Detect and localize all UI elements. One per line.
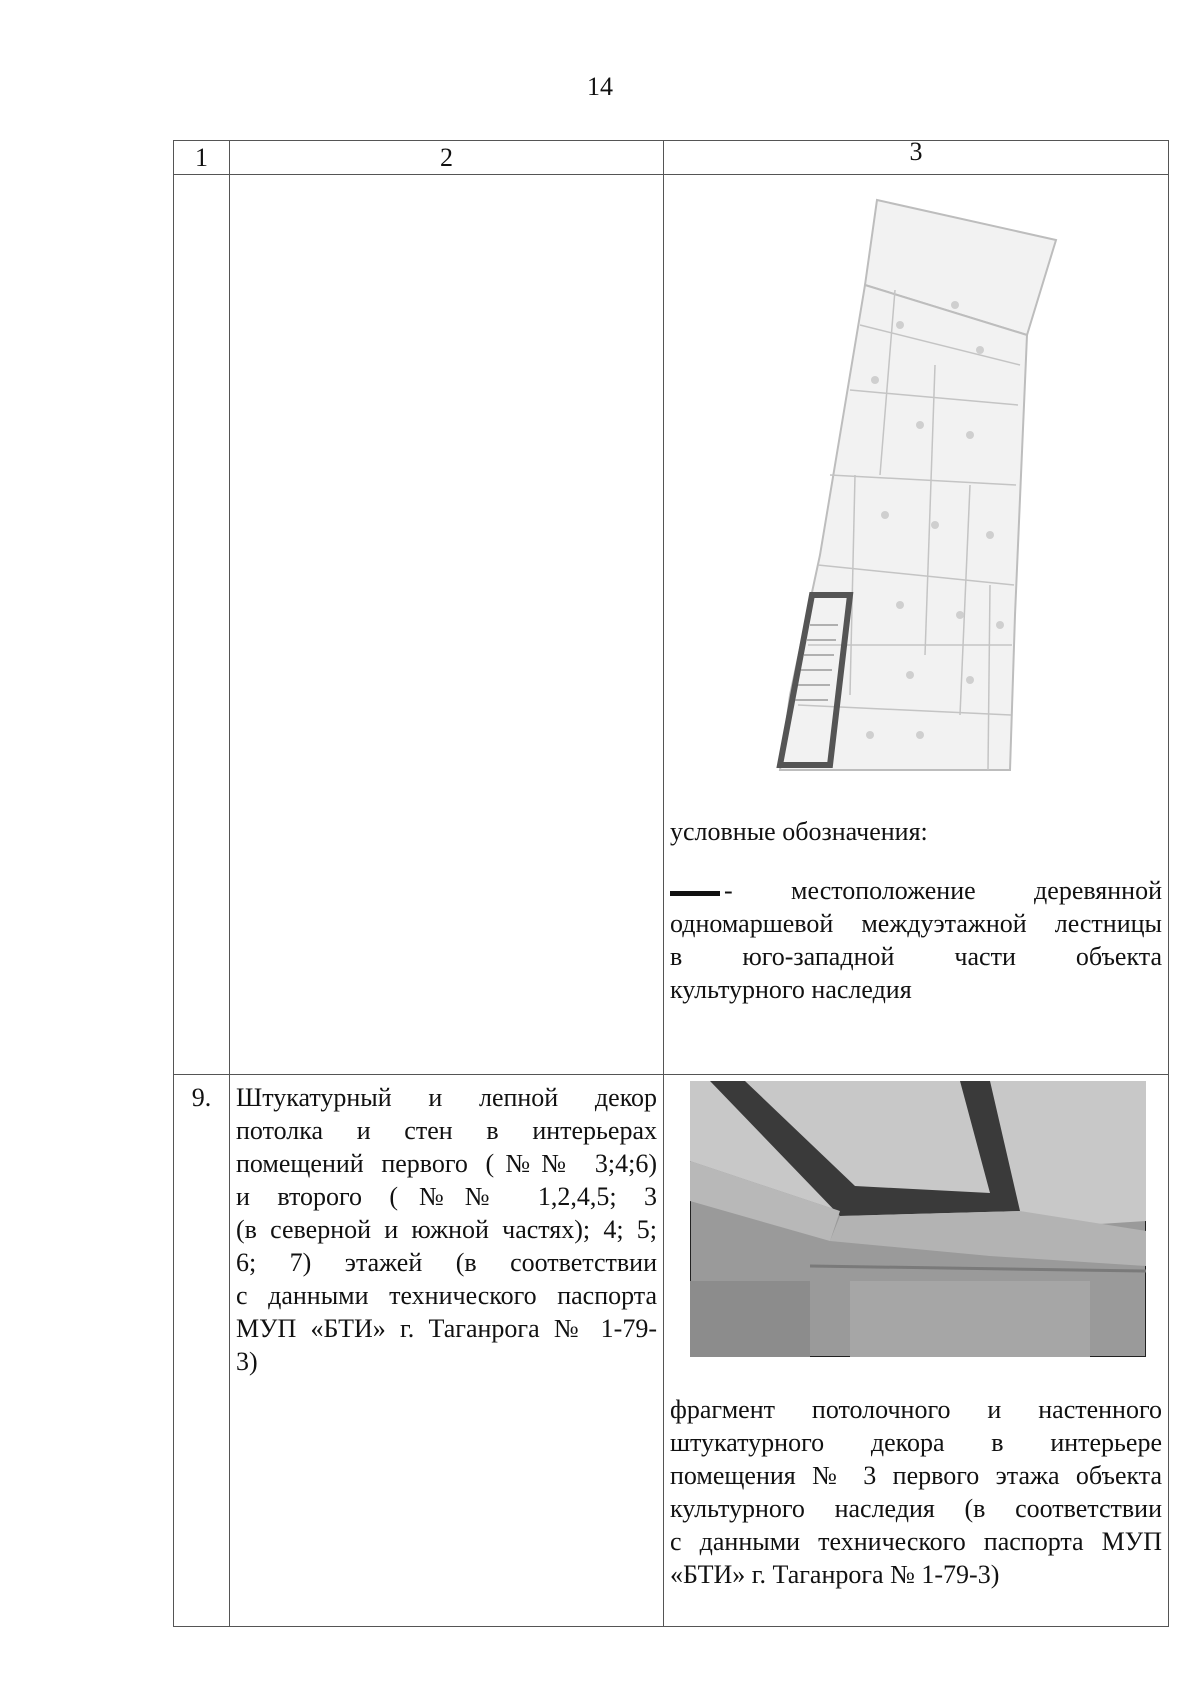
photo-caption-line: фрагмент потолочного и настенного (670, 1395, 1162, 1424)
header-col-2: 2 (230, 141, 664, 175)
photo-caption-line: «БТИ» г. Таганрога № 1-79-3) (670, 1560, 1000, 1589)
photo-caption-line: помещения № 3 первого этажа объекта (670, 1461, 1162, 1490)
cell-plan (664, 175, 1169, 1075)
cell-number-empty (174, 175, 230, 1075)
header-col-3: 3 (664, 141, 1169, 175)
legend-text-1: местоположение деревянной (791, 876, 1162, 905)
table-row-continued (174, 175, 1169, 1075)
row-description (230, 1075, 664, 1627)
table-header-row (174, 141, 1169, 175)
photo-caption-line: с данными технического паспорта МУП (670, 1527, 1162, 1556)
ceiling-decor-photo (670, 1075, 1162, 1371)
table-row-9 (174, 1075, 1169, 1627)
page-number: 14 (587, 72, 613, 101)
cell-photo (664, 1075, 1169, 1627)
description-line: 6; 7) этажей (в соответствии (236, 1248, 657, 1277)
row-number: 9. (174, 1075, 230, 1627)
description-line: Штукатурный и лепной декор (236, 1083, 657, 1112)
floor-plan-image (670, 175, 1162, 815)
legend-dash: - (724, 876, 733, 905)
legend-text-2: одномаршевой междуэтажной лестницы (670, 909, 1162, 938)
legend-entry-line-1 (670, 874, 1162, 907)
description-line: с данными технического паспорта (236, 1281, 657, 1310)
legend-title: условные обозначения: (670, 817, 928, 846)
photo-caption-line: культурного наследия (в соответствии (670, 1494, 1162, 1523)
legend-line-mark (670, 891, 720, 896)
description-line: потолка и стен в интерьерах (236, 1116, 657, 1145)
header-col-1: 1 (174, 141, 230, 175)
description-line: 3) (236, 1347, 258, 1376)
monument-table (173, 137, 1169, 1627)
legend-text-4: культурного наследия (670, 975, 912, 1004)
cell-description-empty (230, 175, 664, 1075)
description-line: (в северной и южной частях); 4; 5; (236, 1215, 657, 1244)
description-line: помещений первого (№№ 3;4;6) (236, 1149, 657, 1178)
legend-text-3: в юго-западной части объекта (670, 942, 1162, 971)
description-line: МУП «БТИ» г. Таганрога № 1-79- (236, 1314, 657, 1343)
description-line: и второго (№№ 1,2,4,5; 3 (236, 1182, 657, 1211)
photo-caption-line: штукатурного декора в интерьере (670, 1428, 1162, 1457)
